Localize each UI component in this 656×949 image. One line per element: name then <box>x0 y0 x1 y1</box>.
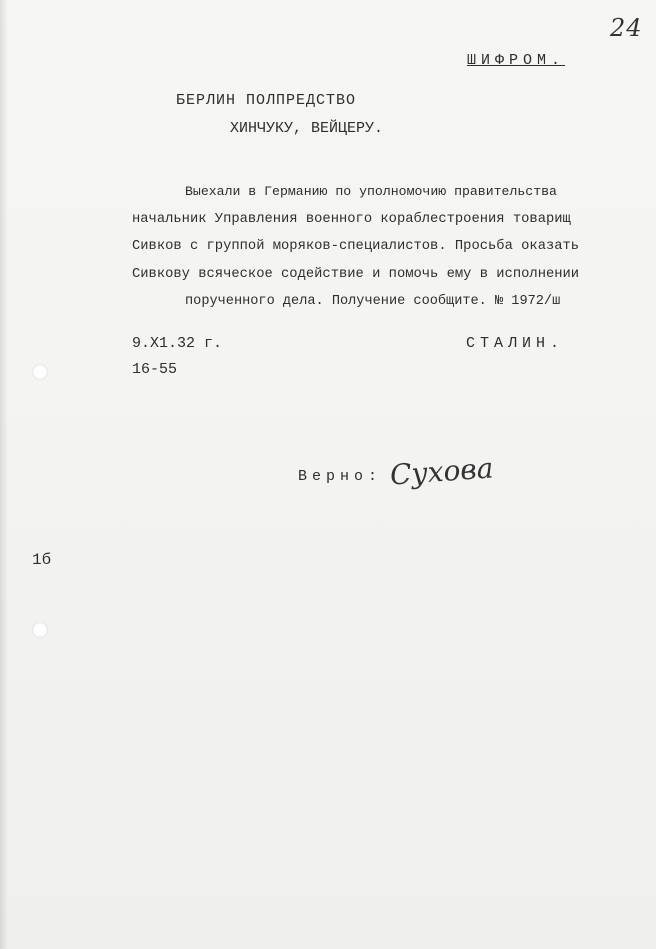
handwritten-page-number: 24 <box>610 14 643 42</box>
date: 9.Х1.32 г. <box>132 335 223 352</box>
body-line: начальник Управления военного кораблестроения товарищ <box>132 212 571 227</box>
page-edge-shadow <box>0 0 8 949</box>
certification-signature: Сухова <box>388 451 495 492</box>
addressee-line-1: БЕРЛИН ПОЛПРЕДСТВО <box>176 92 357 109</box>
body-line: Сивкову всяческое содействие и помочь ему в исполнении <box>132 267 580 282</box>
classification-heading: ШИФРОМ. <box>467 52 566 69</box>
certification-label: Верно: <box>298 468 383 485</box>
body-line: Выехали в Германию по уполномочию правительства <box>185 184 557 199</box>
punch-hole-top <box>32 364 48 380</box>
body-line: Сивков с группой моряков-специалистов. Просьба оказать <box>132 239 580 254</box>
signature-name: СТАЛИН. <box>466 335 565 352</box>
addressee-line-2: ХИНЧУКУ, ВЕЙЦЕРУ. <box>230 120 384 137</box>
body-line: порученного дела. Получение сообщите. № 1972/ш <box>185 294 561 309</box>
punch-hole-bottom <box>32 622 48 638</box>
time-code: 16-55 <box>132 361 178 378</box>
margin-mark: 1б <box>32 551 52 569</box>
